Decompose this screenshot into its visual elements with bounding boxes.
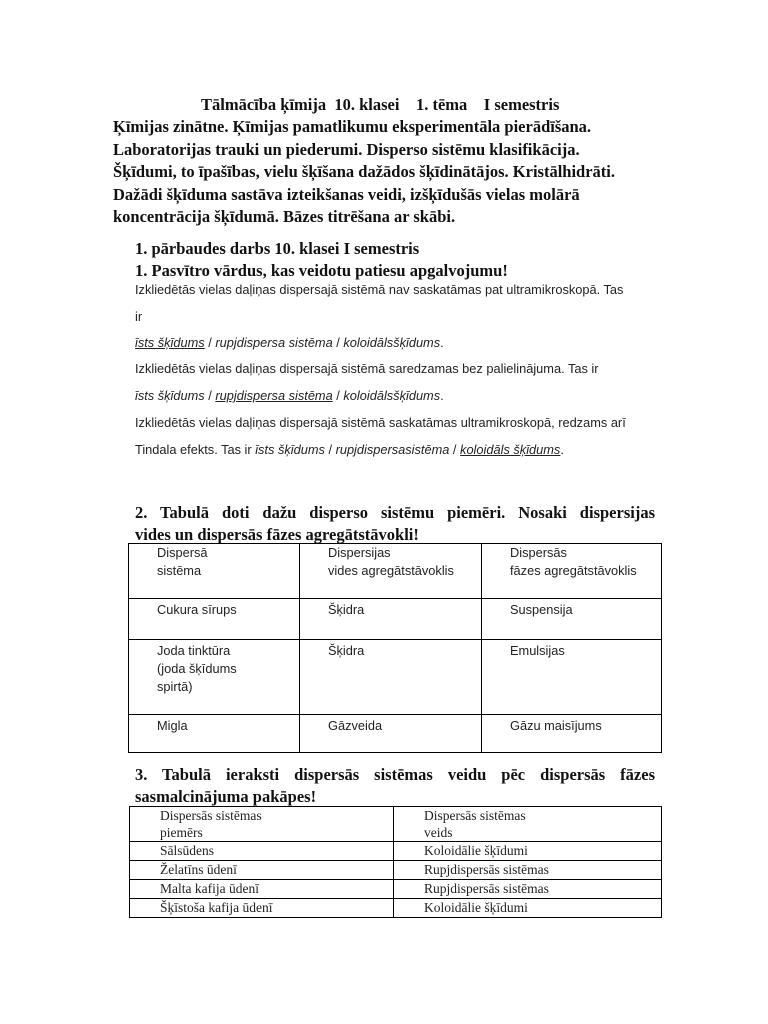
type-cell[interactable]: Koloidālie šķīdumi xyxy=(394,842,662,861)
option-separator: / xyxy=(204,388,216,403)
table-row xyxy=(130,842,662,861)
header-topic-line: Šķīdumi, to īpašības, vielu šķīšana dažādos šķīdinātājos. Kristālhidrāti. xyxy=(113,162,616,182)
table-row xyxy=(130,880,662,899)
cell-text: Cukura sīrups xyxy=(157,602,237,617)
option-separator: / xyxy=(204,335,216,350)
document-header xyxy=(113,94,658,228)
header-topic-line: Laboratorijas trauki un piederumi. Disperso sistēmu klasifikācija. xyxy=(113,139,580,159)
example-cell: Sālsūdens xyxy=(130,842,394,861)
header-text: veids xyxy=(424,825,453,840)
statement-3-line-1: Izkliedētās vielas daļiņas dispersajā sistēmā saskatāmas ultramikroskopā, redzams arī xyxy=(135,415,626,430)
header-cell xyxy=(300,544,482,599)
table-row xyxy=(130,899,662,918)
table-row xyxy=(129,715,662,753)
task3-title xyxy=(135,764,655,808)
example-cell: Šķīstoša kafija ūdenī xyxy=(130,899,394,918)
option-colloid[interactable]: koloidālsšķīdums xyxy=(343,388,441,403)
option-true-solution[interactable]: īsts šķīdums xyxy=(135,335,205,350)
header-text: Dispersās xyxy=(510,545,567,560)
header-topic-line: Dažādi šķīduma sastāva izteikšanas veidi, izšķīdušās vielas molārā xyxy=(113,184,580,204)
cell-text: Migla xyxy=(157,718,188,733)
table-header-row xyxy=(129,544,662,599)
option-coarse-dispersion[interactable]: rupjdispersa sistēma xyxy=(215,388,333,403)
header-text: Dispersijas xyxy=(328,545,391,560)
task2-title-line-2: vides un dispersās fāzes agregātstāvokli! xyxy=(135,525,419,544)
option-separator: / xyxy=(332,388,344,403)
option-coarse-dispersion[interactable]: rupjdispersa sistēma xyxy=(215,335,333,350)
statement-3-options xyxy=(135,437,564,464)
table-header-row xyxy=(130,807,662,842)
type-cell[interactable]: Rupjdispersās sistēmas xyxy=(394,880,662,899)
statement-3-prefix: Tindala efekts. Tas ir xyxy=(135,442,256,457)
header-text: Dispersā xyxy=(157,545,208,560)
option-colloid[interactable]: koloidāls šķīdums xyxy=(460,442,561,457)
header-topic-line: koncentrācija šķīdumā. Bāzes titrēšana ar skābi. xyxy=(113,207,456,227)
type-cell[interactable]: Koloidālie šķīdumi xyxy=(394,899,662,918)
option-colloid[interactable]: koloidālsšķīdums xyxy=(343,335,441,350)
dispersion-type-table xyxy=(129,806,662,918)
header-cell xyxy=(130,807,394,842)
system-cell[interactable] xyxy=(129,640,300,715)
header-text: fāzes agregātstāvoklis xyxy=(510,563,637,578)
task1-title: 1. Pasvītro vārdus, kas veidotu patiesu apgalvojumu! xyxy=(135,261,508,280)
option-separator: / xyxy=(332,335,344,350)
option-coarse-dispersion[interactable]: rupjdispersasistēma xyxy=(335,442,450,457)
table-row xyxy=(130,861,662,880)
cell-text: Joda tinktūra xyxy=(157,643,231,658)
statement-2-line-1: Izkliedētās vielas daļiņas dispersajā sistēmā saredzamas bez palielinājuma. Tas ir xyxy=(135,361,599,376)
header-text: Dispersās sistēmas xyxy=(160,808,262,823)
type-cell[interactable]: Rupjdispersās sistēmas xyxy=(394,861,662,880)
header-text: Dispersās sistēmas xyxy=(424,808,526,823)
option-true-solution[interactable]: īsts šķīdums xyxy=(255,442,325,457)
statement-end: . xyxy=(560,442,564,457)
option-separator: / xyxy=(449,442,461,457)
statement-1-line-1: Izkliedētās vielas daļiņas dispersajā sistēmā nav saskatāmas pat ultramikroskopā. Tas xyxy=(135,282,624,297)
header-text: piemērs xyxy=(160,825,203,840)
header-cell xyxy=(129,544,300,599)
statement-2-options xyxy=(135,383,444,410)
medium-cell[interactable]: Gāzveida xyxy=(300,715,482,753)
statement-end: . xyxy=(440,388,444,403)
task2-title-line-1: 2. Tabulā doti dažu disperso sistēmu piemēri. Nosaki dispersijas xyxy=(135,503,655,522)
header-cell xyxy=(394,807,662,842)
phase-cell[interactable]: Suspensija xyxy=(482,599,662,640)
dispersion-table xyxy=(128,543,662,753)
task3-title-line-2: sasmalcinājuma pakāpes! xyxy=(135,787,317,806)
medium-cell[interactable]: Šķidra xyxy=(300,640,482,715)
document-title: Tālmācība ķīmija 10. klasei 1. tēma I semestris xyxy=(201,95,560,114)
option-true-solution[interactable]: īsts šķīdums xyxy=(135,388,205,403)
header-text: vides agregātstāvoklis xyxy=(328,563,454,578)
task2-title xyxy=(135,502,655,546)
header-text: sistēma xyxy=(157,563,202,578)
table-row xyxy=(129,599,662,640)
table-row xyxy=(129,640,662,715)
test-title: 1. pārbaudes darbs 10. klasei I semestris xyxy=(135,239,420,258)
statement-end: . xyxy=(440,335,444,350)
system-cell[interactable] xyxy=(129,599,300,640)
statement-1-line-2: ir xyxy=(135,309,143,324)
system-cell[interactable] xyxy=(129,715,300,753)
header-cell xyxy=(482,544,662,599)
header-topic-line: Ķīmijas zinātne. Ķīmijas pamatlikumu eksperimentāla pierādīšana. xyxy=(113,117,592,137)
cell-text: spirtā) xyxy=(157,679,193,694)
phase-cell[interactable]: Emulsijas xyxy=(482,640,662,715)
task3-title-line-1: 3. Tabulā ieraksti dispersās sistēmas veidu pēc dispersās fāzes xyxy=(135,765,655,784)
medium-cell[interactable]: Šķidra xyxy=(300,599,482,640)
option-separator: / xyxy=(324,442,336,457)
example-cell: Malta kafija ūdenī xyxy=(130,880,394,899)
statement-1-options xyxy=(135,330,444,357)
cell-text: (joda šķīdums xyxy=(157,661,237,676)
example-cell: Želatīns ūdenī xyxy=(130,861,394,880)
phase-cell[interactable]: Gāzu maisījums xyxy=(482,715,662,753)
